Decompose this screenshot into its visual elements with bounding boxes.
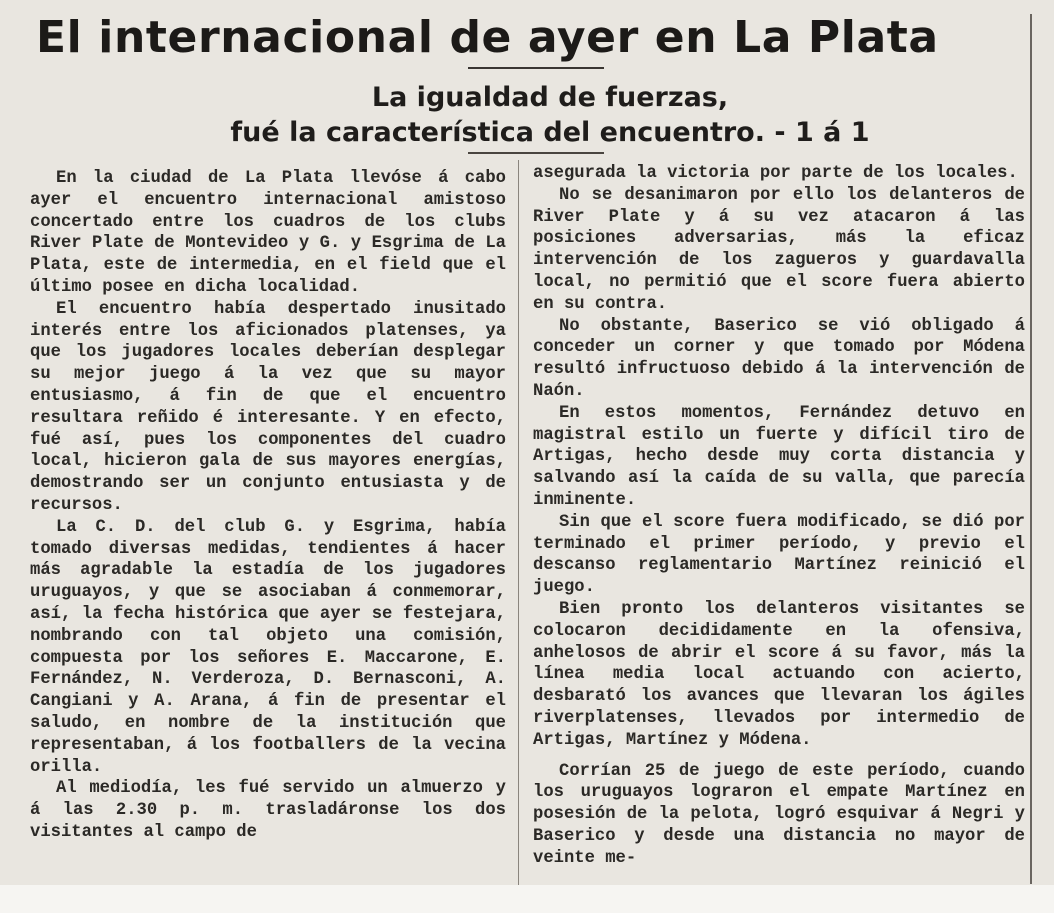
paragraph: No se desanimaron por ello los delanteros de River Plate y á su vez atacaron á las posiciones adversarias, más la eficaz intervención de los zagueros y guardavalla local, no permitió que el score fuera abierto en su contra. (533, 185, 1025, 314)
article-column-left (30, 168, 506, 844)
headline: El internacional de ayer en La Plata (36, 12, 939, 63)
paragraph: En la ciudad de La Plata llevóse á cabo ayer el encuentro internacional amistoso concertado entre los cuadros de los clubs River Plate de Montevideo y G. y Esgrima de La Plata, este de intermedia, en el field que el último posee en dicha localidad. (30, 169, 506, 297)
article-column-right (533, 163, 1025, 870)
subheadline-line-1: La igualdad de fuerzas, (371, 82, 729, 113)
page-bottom-edge (0, 885, 1054, 913)
subheadline-rule (468, 152, 604, 154)
subheadline-line-2: fué la característica del encuentro. - 1 á 1 (230, 117, 870, 148)
paragraph: Bien pronto los delanteros visitantes se colocaron decididamente en la ofensiva, anhelosos de abrir el score á su favor, más la línea media local actuando con acierto, desbarató los avances que llevaran los ágiles riverplatenses, llevados por intermedio de Artigas, Martínez y Módena. (533, 599, 1025, 750)
headline-rule (468, 67, 604, 69)
column-border-right (1030, 14, 1032, 884)
paragraph: Al mediodía, les fué servido un almuerzo y á las 2.30 p. m. trasladáronse los dos visitantes al campo de (30, 779, 506, 842)
paragraph: asegurada la victoria por parte de los locales. (533, 164, 1018, 183)
paragraph: Sin que el score fuera modificado, se dió por terminado el primer período, y previo el descanso reglamentario Martínez reinició el juego. (533, 512, 1025, 598)
subheadline (140, 80, 960, 150)
paragraph: El encuentro había despertado inusitado interés entre los aficionados platenses, ya que los jugadores locales deberían desplegar su mejor juego á la vez que su mayor entusiasmo, á fin de que el encuentro resultara reñido é interesante. Y en efecto, fué así, pues los componentes del cuadro local, hicieron gala de sus mayores energías, demostrando ser un conjunto entusiasta y de recursos. (30, 299, 506, 515)
column-divider (518, 160, 519, 900)
paragraph: Corrían 25 de juego de este período, cuando los uruguayos lograron el empate Martínez en posesión de la pelota, logró esquivar á Negri y Baserico y desde una distancia no mayor de veinte me- (533, 761, 1025, 868)
paragraph: La C. D. del club G. y Esgrima, había tomado diversas medidas, tendientes á hacer más agradable la estadía de los jugadores uruguayos, y que se asociaban á conmemorar, así, la fecha histórica que ayer se festejara, nombrando con tal objeto una comisión, compuesta por los señores E. Maccarone, E. Fernández, N. Verderoza, D. Bernasconi, A. Cangiani y A. Arana, á fin de presentar el saludo, en nombre de la institución que representaban, á los footballers de la vecina orilla. (30, 517, 506, 777)
paragraph: En estos momentos, Fernández detuvo en magistral estilo un fuerte y difícil tiro de Artigas, hecho desde muy corta distancia y salvando así la caída de su valla, que parecía inminente. (533, 403, 1025, 510)
paragraph: No obstante, Baserico se vió obligado á conceder un corner y que tomado por Módena resultó infructuoso debido á la intervención de Naón. (533, 316, 1025, 401)
